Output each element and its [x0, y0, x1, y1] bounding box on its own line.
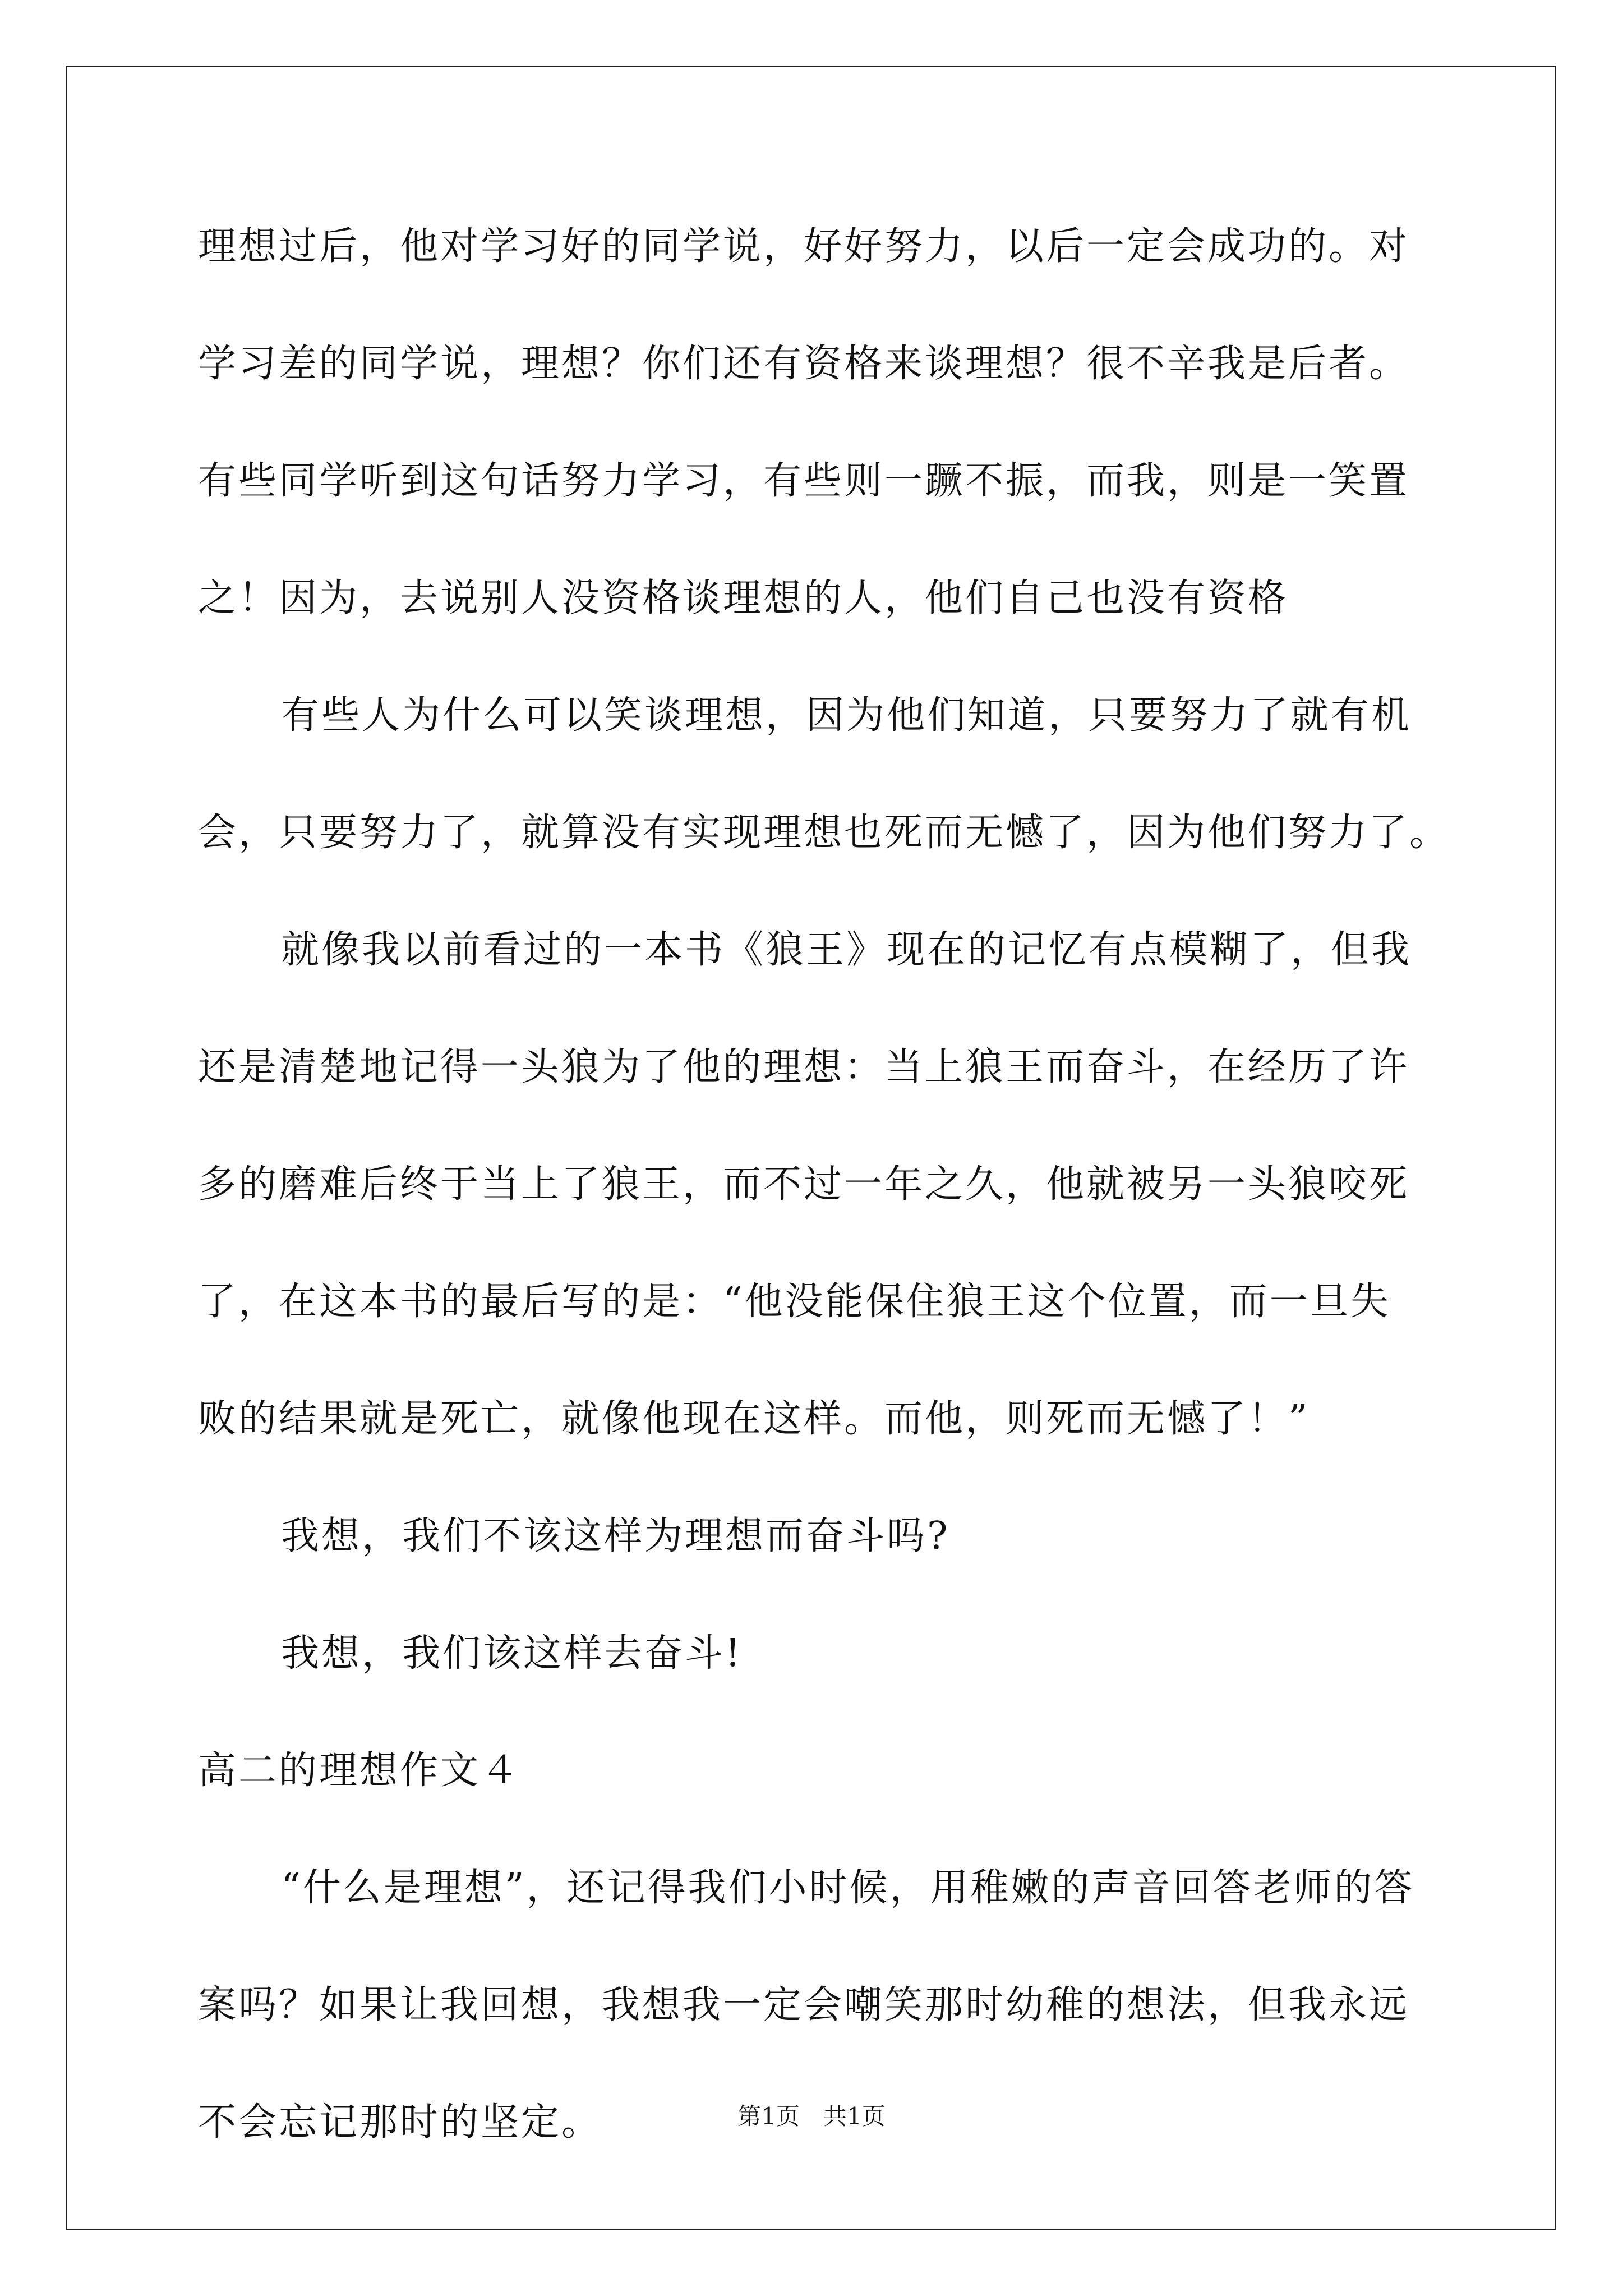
paragraph-line: 有些人为什么可以笑谈理想，因为他们知道，只要努力了就有机 [281, 693, 1412, 738]
paragraph-line: 不会忘记那时的坚定。 [198, 2100, 602, 2145]
paragraph-line: 了，在这本书的最后写的是：“他没能保住狼王这个位置，而一旦失 [198, 1280, 1391, 1324]
paragraph-line: 多的磨难后终于当上了狼王，而不过一年之久，他就被另一头狼咬死 [198, 1162, 1410, 1207]
page-number: 第1页 共1页 [737, 2102, 886, 2130]
section-heading: 高二的理想作文４ [198, 1749, 522, 1793]
paragraph-line: 就像我以前看过的一本书《狼王》现在的记忆有点模糊了，但我 [281, 928, 1412, 972]
paragraph-line: 会，只要努力了，就算没有实现理想也死而无憾了，因为他们努力了。 [198, 811, 1450, 855]
paragraph-line: 我想，我们不该这样为理想而奋斗吗? [281, 1514, 950, 1558]
paragraph-line: 之！因为，去说别人没资格谈理想的人，他们自己也没有资格 [198, 576, 1289, 620]
paragraph-line: 案吗？如果让我回想，我想我一定会嘲笑那时幼稚的想法，但我永远 [198, 1983, 1410, 2027]
paragraph-line: 有些同学听到这句话努力学习，有些则一蹶不振，而我，则是一笑置 [198, 459, 1410, 503]
paragraph-line: 还是清楚地记得一头狼为了他的理想：当上狼王而奋斗，在经历了许 [198, 1045, 1410, 1089]
paragraph-line: 我想，我们该这样去奋斗! [281, 1631, 743, 1676]
paragraph-line: 理想过后，他对学习好的同学说，好好努力，以后一定会成功的。对 [198, 224, 1410, 269]
paragraph-line: “什么是理想”，还记得我们小时候，用稚嫩的声音回答老师的答 [281, 1866, 1415, 1910]
paragraph-line: 学习差的同学说，理想？你们还有资格来谈理想？很不辛我是后者。 [198, 342, 1410, 386]
paragraph-line: 败的结果就是死亡，就像他现在这样。而他，则死而无憾了！” [198, 1397, 1310, 1441]
